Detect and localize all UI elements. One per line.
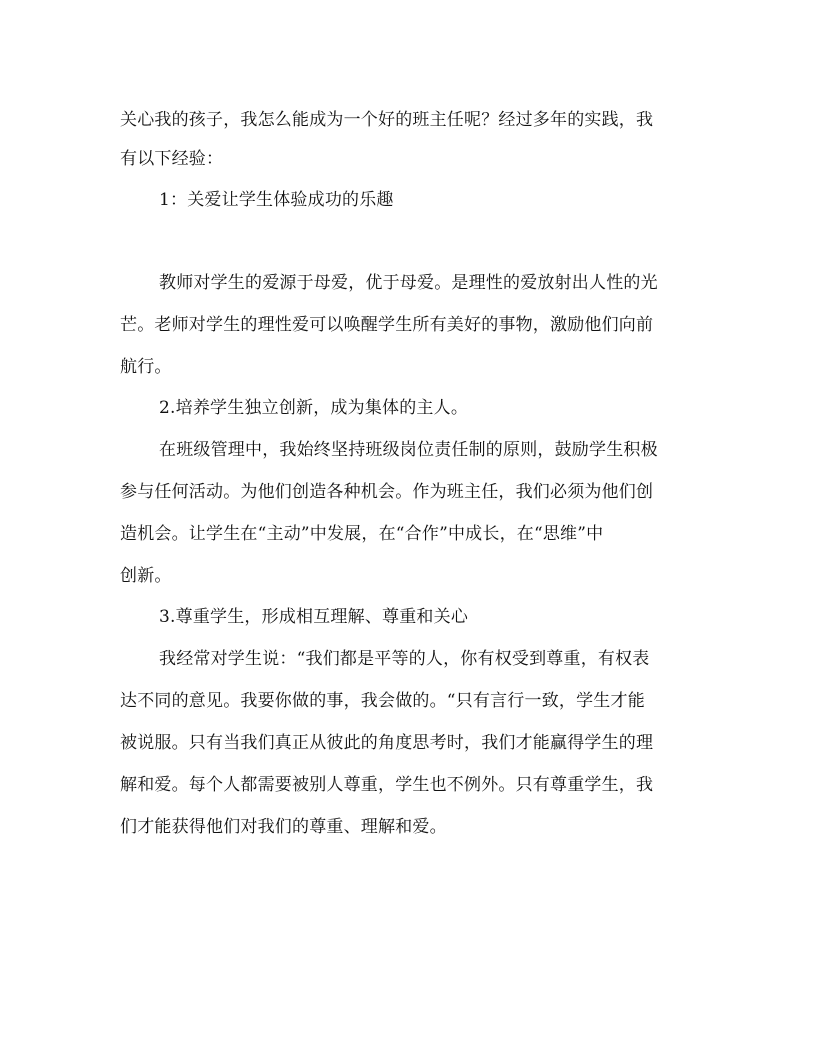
paragraph-line: 航行。 <box>120 357 172 377</box>
paragraph-line: 芒。老师对学生的理性爱可以唤醒学生所有美好的事物，激励他们向前 <box>120 315 654 335</box>
paragraph-line: 关心我的孩子，我怎么能成为一个好的班主任呢？经过多年的实践，我 <box>120 110 654 130</box>
section-heading-3: 3.尊重学生，形成相互理解、尊重和关心 <box>159 607 469 627</box>
paragraph-line: 创新。 <box>120 566 172 586</box>
paragraph-line: 造机会。让学生在“主动”中发展，在“合作”中成长，在“思维”中 <box>120 524 604 544</box>
section-heading-1: 1：关爱让学生体验成功的乐趣 <box>159 190 394 210</box>
paragraph-line: 在班级管理中，我始终坚持班级岗位责任制的原则，鼓励学生积极 <box>159 440 658 460</box>
paragraph-line: 有以下经验： <box>120 149 224 169</box>
paragraph-line: 被说服。只有当我们真正从彼此的角度思考时，我们才能赢得学生的理 <box>120 733 654 753</box>
paragraph-line: 们才能获得他们对我们的尊重、理解和爱。 <box>120 817 447 837</box>
paragraph-line: 教师对学生的爱源于母爱，优于母爱。是理性的爱放射出人性的光 <box>159 273 658 293</box>
paragraph-line: 达不同的意见。我要你做的事，我会做的。“只有言行一致，学生才能 <box>120 691 645 711</box>
paragraph-line: 我经常对学生说：“我们都是平等的人，你有权受到尊重，有权表 <box>159 649 650 669</box>
paragraph-line: 参与任何活动。为他们创造各种机会。作为班主任，我们必须为他们创 <box>120 482 654 502</box>
paragraph-line: 解和爱。每个人都需要被别人尊重，学生也不例外。只有尊重学生，我 <box>120 775 654 795</box>
section-heading-2: 2.培养学生独立创新，成为集体的主人。 <box>159 398 469 418</box>
